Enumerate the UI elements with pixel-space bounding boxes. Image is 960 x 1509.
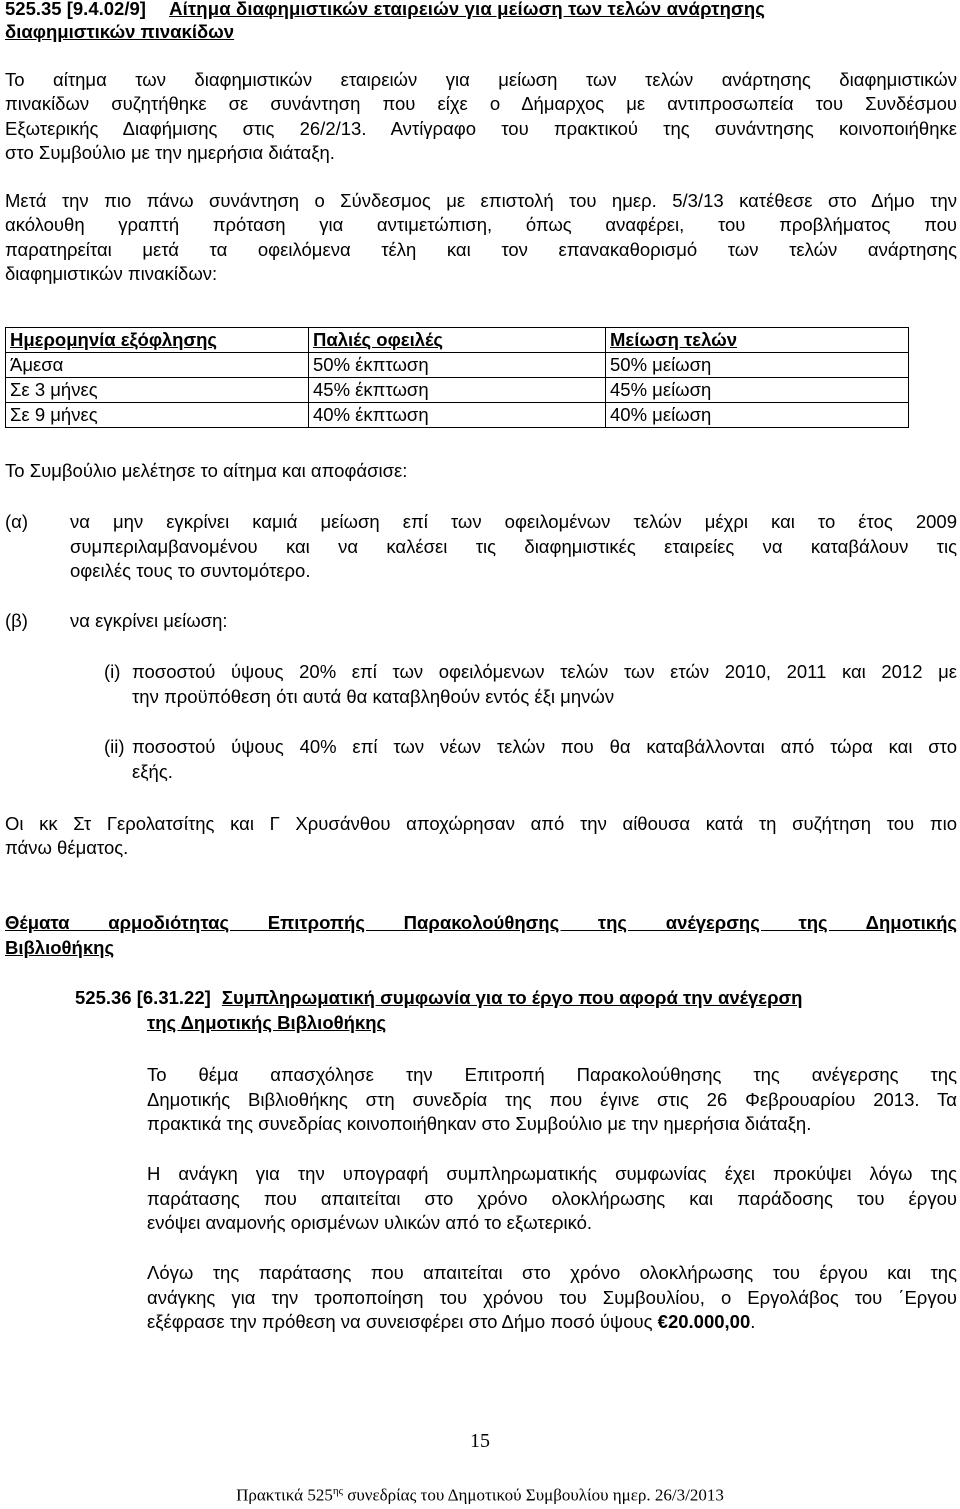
table-row (6, 378, 909, 403)
table-cell: 50% έκπτωση (309, 353, 606, 378)
paragraph-line: πινακίδων συζητήθηκε σε συνάντηση που είχε ο Δήμαρχος με αντιπροσωπεία του Συνδέσμου (5, 93, 957, 114)
paragraph-line: Η ανάγκη για την υπογραφή συμπληρωματικής συμφωνίας έχει προκύψει λόγω της (147, 1163, 957, 1184)
table-header-cell: Μείωση τελών (606, 328, 909, 353)
paragraph-line: Λόγω της παράτασης που απαιτείται στο χρόνο ολοκλήρωσης του έργου και της (147, 1262, 957, 1283)
section-heading-cont: Βιβλιοθήκης (5, 937, 115, 958)
paragraph-line: παράτασης που απαιτείται στο χρόνο ολοκλήρωσης και παράδοσης του έργου (147, 1188, 957, 1209)
paragraph-line (147, 1310, 957, 1333)
table-cell: 50% μείωση (606, 353, 909, 378)
item-title-line (5, 0, 957, 20)
paragraph-text: . (750, 1311, 756, 1332)
footer-text: Πρακτικά 525 (236, 1485, 333, 1505)
item-reference: [6.31.22] (136, 987, 211, 1008)
decision-b-line: να εγκρίνει μείωση: (70, 610, 228, 631)
paragraph-line: Οι κκ Στ Γερολατσίτης και Γ Χρυσάνθου αποχώρησαν από την αίθουσα κατά τη συζήτηση του πιο (5, 813, 957, 834)
table-header-cell: Παλιές οφειλές (309, 328, 606, 353)
table-cell: 45% έκπτωση (309, 378, 606, 403)
sub-item-line: εξής. (132, 761, 173, 782)
item-reference: [9.4.02/9] (66, 0, 146, 19)
item-title: Συμπληρωματική συμφωνία για το έργο που αφορά την ανέγερση (221, 987, 803, 1008)
footer-superscript: ης (332, 1485, 343, 1497)
paragraph-line: πρακτικά της συνεδρίας κοινοποιήθηκαν στο Συμβούλιο με την ημερήσια διάταξη. (147, 1113, 812, 1134)
page-footer (0, 1485, 960, 1506)
decision-a-line: συμπεριλαμβανομένου και να καλέσει τις διαφημιστικές εταιρείες να καταβάλουν τις (70, 536, 957, 557)
table-cell: 45% μείωση (606, 378, 909, 403)
decision-a-line: να μην εγκρίνει καμιά μείωση επί των οφειλομένων τελών μέχρι και το έτος 2009 (70, 511, 957, 532)
table-row (6, 353, 909, 378)
amount: €20.000,00 (657, 1311, 751, 1332)
page-number: 15 (470, 1430, 490, 1452)
paragraph-line: πάνω θέματος. (5, 837, 129, 858)
paragraph-line: ακόλουθη γραπτή πρόταση για αντιμετώπιση, όπως αναφέρει, του προβλήματος που (5, 214, 957, 235)
decision-intro: Το Συμβούλιο μελέτησε το αίτημα και αποφάσισε: (5, 460, 408, 481)
fee-reduction-table (5, 327, 909, 428)
paragraph-line: Εξωτερικής Διαφήμισης στις 26/2/13. Αντίγραφο του πρακτικού της συνάντησης κοινοποιήθηκε (5, 118, 957, 139)
paragraph-line: παρατηρείται μετά τα οφειλόμενα τέλη και τον επανακαθορισμό των τελών ανάρτησης (5, 239, 957, 260)
paragraph-line: Μετά την πιο πάνω συνάντηση ο Σύνδεσμος με επιστολή του ημερ. 5/3/13 κατέθεσε στο Δήμο την (5, 190, 957, 211)
table-cell: 40% μείωση (606, 403, 909, 428)
sub-list-marker: (i) (104, 661, 121, 682)
item-title-line (75, 986, 957, 1009)
paragraph-text: εξέφρασε την πρόθεση να συνεισφέρει στο Δήμο ποσό ύψους (147, 1311, 658, 1332)
sub-item-line: ποσοστού ύψους 20% επί των οφειλόμενων τελών των ετών 2010, 2011 και 2012 με (132, 661, 957, 682)
paragraph-line: διαφημιστικών πινακίδων: (5, 263, 218, 284)
paragraph-line: ανάγκης για την τροποποίηση του χρόνου του Συμβουλίου, ο Εργολάβος του ΄Εργου (147, 1287, 957, 1308)
paragraph-line: ενόψει αναμονής ορισμένων υλικών από το εξωτερικό. (147, 1212, 593, 1233)
paragraph-line: Δημοτικής Βιβλιοθήκης στη συνεδρία της που έγινε στις 26 Φεβρουαρίου 2013. Τα (147, 1089, 957, 1110)
footer-text: συνεδρίας του Δημοτικού Συμβουλίου ημερ. 26/3/2013 (342, 1485, 724, 1505)
section-heading: Θέματα αρμοδιότητας Επιτροπής Παρακολούθησης της ανέγερσης της Δημοτικής (5, 912, 957, 933)
decision-a-line: οφειλές τους το συντομότερο. (70, 560, 311, 581)
list-marker: (α) (5, 511, 29, 532)
paragraph-line: στο Συμβούλιο με την ημερήσια διάταξη. (5, 142, 335, 163)
table-cell: 40% έκπτωση (309, 403, 606, 428)
table-header-cell: Ημερομηνία εξόφλησης (6, 328, 309, 353)
sub-item-line: ποσοστού ύψους 40% επί των νέων τελών που θα καταβάλλονται από τώρα και στο (132, 736, 957, 757)
table-cell: Άμεσα (6, 353, 309, 378)
item-number: 525.36 (75, 987, 132, 1008)
paragraph-line: Το θέμα απασχόλησε την Επιτροπή Παρακολούθησης της ανέγερσης της (147, 1064, 957, 1085)
item-title: Αίτημα διαφημιστικών εταιρειών για μείωση των τελών ανάρτησης (169, 0, 766, 19)
paragraph-line: Το αίτημα των διαφημιστικών εταιρειών για μείωση των τελών ανάρτησης διαφημιστικών (5, 69, 957, 90)
item-title-cont: της Δημοτικής Βιβλιοθήκης (147, 1012, 387, 1033)
item-title-cont: διαφημιστικών πινακίδων (5, 21, 235, 42)
table-cell: Σε 9 μήνες (6, 403, 309, 428)
table-row (6, 403, 909, 428)
sub-list-marker: (ii) (104, 736, 125, 757)
sub-item-line: την προϋπόθεση ότι αυτά θα καταβληθούν εντός έξι μηνών (132, 686, 615, 707)
item-number: 525.35 (5, 0, 62, 19)
table-cell: Σε 3 μήνες (6, 378, 309, 403)
table-header-row (6, 328, 909, 353)
list-marker: (β) (5, 610, 28, 631)
